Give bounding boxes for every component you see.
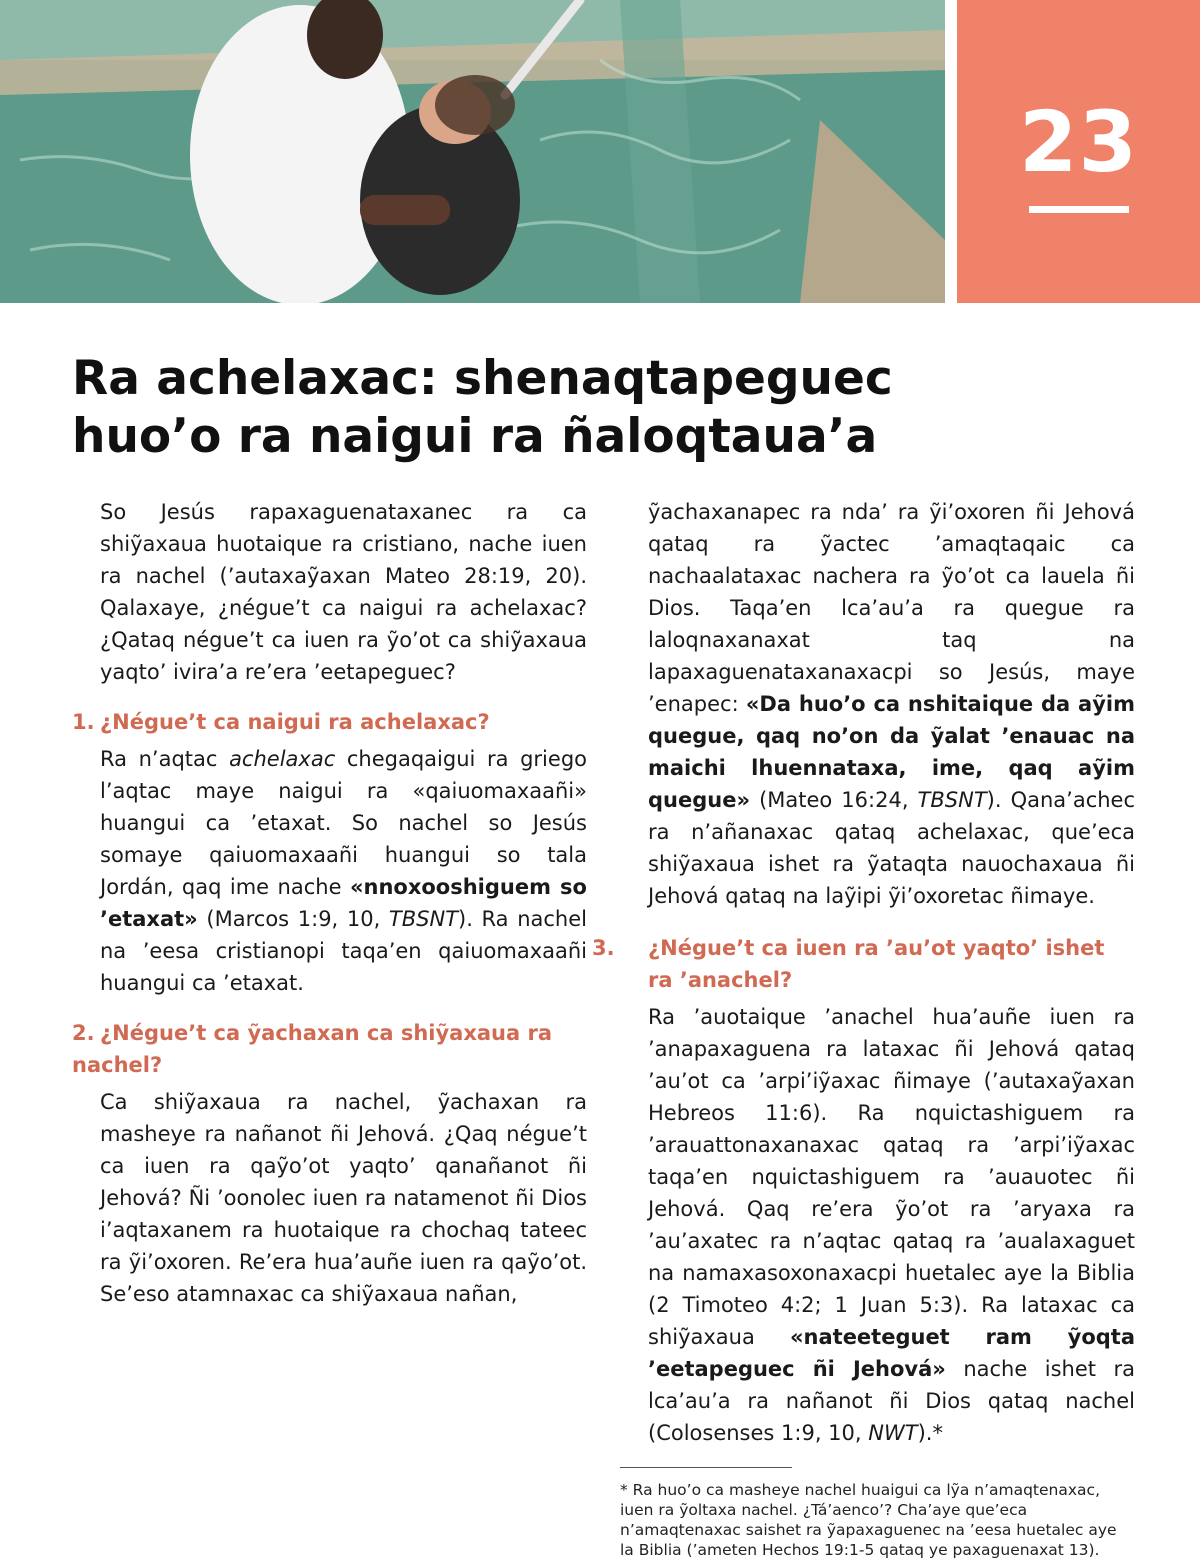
answer-2-text-a: nachaalataxac — [648, 564, 802, 588]
answer-2-text-a: lauela — [1030, 564, 1105, 588]
answer-2-text-e: Jehová — [648, 884, 719, 908]
answer-2-text-e: que’eca — [1029, 820, 1135, 844]
answer-2-quote: aỹim — [1052, 756, 1135, 780]
answer-2-text-a: Ca shiỹaxaua ra nachel, ỹachaxan ra masheye ra nañanot ñi Jehová. ¿Qaq négue’t ca iuen ra qaỹo’ot yaqto’ qanañanot ñi Jehová? Ñi ’oonolec iuen ra natamenot ñi Dios i’aqtaxanem ra huotaique ra chochaq tateec ra ỹi’oxoren. Re’era hua’auñe iuen ra qaỹo’ot. Se’eso atamnaxac ca shiỹaxaua nañan, — [100, 1090, 587, 1306]
answer-2-quote: ’enauac — [989, 724, 1095, 748]
answer-2-text-e: ñimaye. — [1003, 884, 1095, 908]
answer-1-version: TBSNT — [388, 907, 459, 931]
answer-2-text-e: n’añanaxac — [669, 820, 814, 844]
answer-2-text-a: ra — [897, 564, 931, 588]
answer-2-quote: quegue, — [648, 724, 745, 748]
answer-2-text-a: quegue — [975, 596, 1084, 620]
answer-2-text-e: laỹipi — [818, 884, 882, 908]
answer-2-text-a: lca’au’a — [811, 596, 924, 620]
answer-2-text-e: achelaxac, — [895, 820, 1030, 844]
answer-2-quote: qaq — [983, 756, 1053, 780]
answer-2-text-a: ra — [708, 532, 776, 556]
question-3-heading — [592, 932, 1135, 996]
question-1-answer — [100, 743, 587, 999]
question-2-text: ¿Négue’t ca ỹachaxan ca shiỹaxaua ra nachel? — [72, 1021, 553, 1077]
answer-2-quote: ca — [865, 692, 901, 716]
answer-2-quote: da — [878, 724, 920, 748]
answer-2-text-a: Jehová — [1054, 500, 1135, 524]
answer-2-text-e: na — [785, 884, 819, 908]
question-2-heading — [72, 1017, 587, 1081]
answer-2-text-e: ra — [819, 852, 854, 876]
answer-2-quote: maichi — [648, 756, 726, 780]
answer-2-text-a: Dios. — [648, 596, 701, 620]
answer-2-text-a: Taqa’en — [700, 596, 812, 620]
answer-2-text-a: ca — [994, 564, 1031, 588]
answer-2-text-e: ỹi’oxoretac — [881, 884, 1004, 908]
lesson-number: 23 — [1019, 93, 1138, 191]
answer-2-text-a: ’enapec: — [648, 692, 746, 716]
answer-2-text-a: ca — [1065, 532, 1136, 556]
right-column — [592, 908, 1135, 1560]
answer-2-quote: da — [1033, 692, 1071, 716]
answer-2-text-a: qataq — [648, 532, 709, 556]
question-3-number: 3. — [592, 936, 615, 960]
answer-3-quote: «nateeteguet ram ỹoqta ’eetapeguec ñi Jehová» — [648, 1325, 1135, 1381]
lesson-badge — [957, 0, 1200, 303]
answer-1-text-e: (Marcos 1:9, 10, — [197, 907, 389, 931]
answer-2-text-c: 16:24, — [832, 788, 918, 812]
answer-1-text-c: chegaqaigui ra griego l’aqtac maye naigui ra «qaiuomaxaañi» huangui ca ’etaxat. So nachel so Jesús somaye qaiuomaxaañi huangui so tala Jordán, qaq ime nache — [100, 747, 587, 899]
answer-2-quote: lhuennataxa, — [725, 756, 907, 780]
footnote: * Ra huo’o ca masheye nachel huaigui ca lỹa n’amaqtenaxac, iuen ra ỹoltaxa nachel. ¿Tá’aenco’? Cha’aye que’eca n’amaqtenaxac saishet ra ỹapaxaguenec na ’eesa huetalec aye la Biblia (’ameten Hechos 19:1-5 qataq ye paxaguenaxat 13). — [620, 1481, 1117, 1559]
page-title-line-1: Ra achelaxac: shenaqtapeguec — [72, 351, 893, 406]
right-column-top — [620, 496, 1135, 912]
answer-2-text-a: ỹi’oxoren — [919, 500, 1026, 524]
answer-2-quote: «Da — [745, 692, 792, 716]
answer-2-text-a: ra — [1083, 596, 1136, 620]
answer-1-quote: «nnoxooshiguem so ’etaxat» — [100, 875, 587, 931]
question-1-text: ¿Négue’t ca naigui ra achelaxac? — [100, 710, 490, 734]
answer-2-text-e: shiỹaxaua — [648, 852, 755, 876]
answer-2-text-e: Qana’achec — [1001, 788, 1136, 812]
answer-2-text-e: ). — [986, 788, 1002, 812]
answer-3-text-e: ).* — [917, 1421, 943, 1445]
question-1-heading — [72, 706, 587, 738]
answer-3-version: NWT — [868, 1421, 918, 1445]
answer-2-text-a: ’amaqtaqaic — [889, 532, 1066, 556]
answer-2-quote: ỹalat — [919, 724, 990, 748]
answer-2-quote: no’on — [800, 724, 879, 748]
answer-2-text-a: ra — [887, 500, 920, 524]
answer-2-quote: na — [1094, 724, 1135, 748]
answer-2-text-a: maye — [1050, 660, 1136, 684]
answer-3-text-c: nache ishet ra lca’au’a ra nañanot ñi Dios qataq nachel (Colosenses 1:9, 10, — [648, 1357, 1135, 1445]
answer-2-text-e: nauochaxaua — [947, 852, 1103, 876]
answer-2-text-a: Jesús, — [962, 660, 1050, 684]
answer-1-term: achelaxac — [229, 747, 336, 771]
answer-1-text-a: Ra n’aqtac — [100, 747, 230, 771]
answer-2-text-a: ỹo’ot — [930, 564, 995, 588]
baptism-photo-illustration — [0, 0, 945, 303]
answer-2-quote: huo’o — [791, 692, 866, 716]
answer-2-text-e: ñi — [1102, 852, 1136, 876]
answer-2-text-e: ra — [648, 820, 670, 844]
answer-2-text-a: na — [976, 628, 1135, 652]
page-title-line-2: huo’o ra naigui ra ñaloqtaua’a — [72, 409, 878, 464]
question-2-answer — [100, 1086, 587, 1310]
answer-2-quote: qaq — [744, 724, 801, 748]
answer-2-quote: quegue» — [648, 788, 751, 812]
footnote-divider — [620, 1467, 792, 1468]
answer-2-text-c: (Mateo — [750, 788, 833, 812]
answer-2-text-e: qataq — [718, 884, 786, 908]
answer-2-text-a: nachera — [801, 564, 898, 588]
answer-2-quote: ime, — [906, 756, 984, 780]
question-3-answer — [648, 1001, 1135, 1449]
answer-3-text-a: Ra ’auotaique ’anachel hua’auñe iuen ra ’anapaxaguena ra lataxac ñi Jehová qataq ’au’ot ca ’arpi’iỹaxac ñimaye (’autaxaỹaxan Hebreos 11:6). Ra nquictashiguem ra ’arauattonaxanaxac qataq ra ’arpi’iỹaxac taqa’en nquictashiguem ra ’auauotec ñi Jehová. Qaq re’era ỹo’ot ra ’aryaxa ra ’au’axatec ra n’aqtac qataq ra ’aualaxaguet na namaxasoxonaxacpi huetalec aye la Biblia (2 Timoteo 4:2; 1 Juan 5:3). Ra lataxac ca shiỹaxaua — [648, 1005, 1135, 1349]
left-column — [72, 496, 587, 1310]
lesson-number-underline — [1029, 206, 1129, 213]
answer-2-text-e: ỹataqta — [853, 852, 948, 876]
answer-2-text-a: lapaxaguenataxanaxacpi — [648, 660, 913, 684]
question-2-answer-continued — [648, 496, 1135, 912]
answer-2-text-a: ra — [800, 500, 832, 524]
answer-2-version: TBSNT — [917, 788, 987, 812]
answer-2-text-a: taq — [809, 628, 977, 652]
answer-2-quote: nshitaique — [900, 692, 1034, 716]
page-title — [72, 350, 932, 466]
answer-2-text-a: ra — [923, 596, 976, 620]
question-1-number: 1. — [72, 710, 95, 734]
answer-2-quote: aỹim — [1070, 692, 1135, 716]
answer-1-text-g: ). Ra nachel na ’eesa cristianopi taqa’en qaiuomaxaañi huangui ca ’etaxat. — [100, 907, 587, 995]
intro-paragraph: So Jesús rapaxaguenataxanec ra ca shiỹaxaua huotaique ra cristiano, nache iuen ra nachel (’autaxaỹaxan Mateo 28:19, 20). Qalaxaye, ¿négue’t ca naigui ra achelaxac? ¿Qataq négue’t ca iuen ra ỹo’ot ca shiỹaxaua yaqto’ ivira’a re’era ’eetapeguec? — [100, 500, 587, 684]
answer-2-text-a: ñi — [1104, 564, 1135, 588]
answer-2-text-a: so — [912, 660, 963, 684]
question-3-text: ¿Négue’t ca iuen ra ’au’ot yaqto’ ishet ra ’anachel? — [648, 936, 1105, 992]
answer-2-text-a: ỹactec — [775, 532, 890, 556]
hero-photo — [0, 0, 945, 303]
answer-2-text-a: ỹachaxanapec — [648, 500, 801, 524]
question-2-number: 2. — [72, 1021, 95, 1045]
answer-2-text-a: nda’ — [831, 500, 888, 524]
answer-2-text-e: qataq — [813, 820, 896, 844]
answer-2-text-a: ñi — [1025, 500, 1055, 524]
answer-2-text-a: laloqnaxanaxat — [648, 628, 810, 652]
answer-2-text-e: ishet — [754, 852, 820, 876]
